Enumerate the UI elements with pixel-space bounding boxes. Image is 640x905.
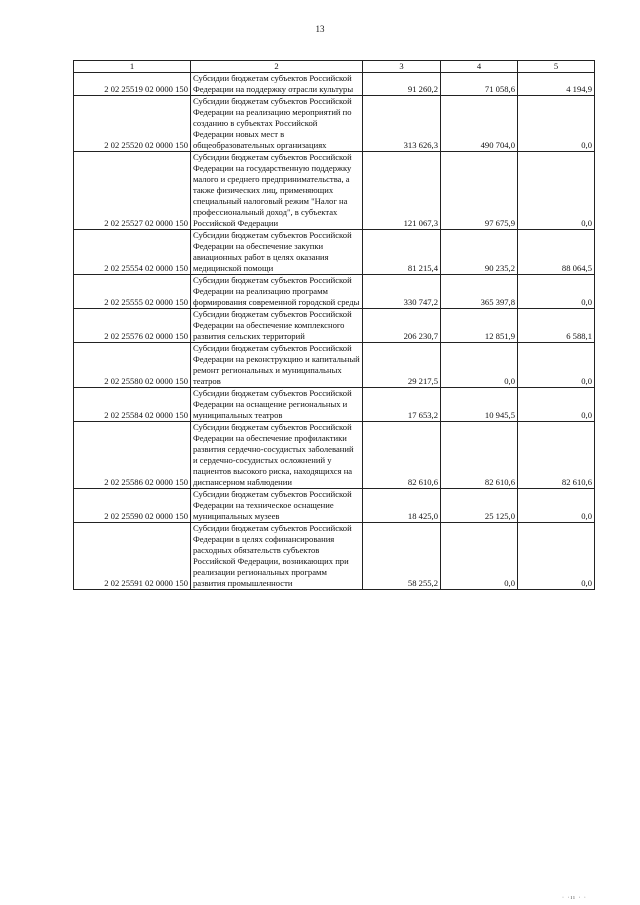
value-col4-cell: 82 610,6: [441, 422, 518, 489]
column-header-2: 2: [191, 61, 363, 73]
table-row: [74, 230, 595, 275]
value-col5-cell: 6 588,1: [518, 309, 595, 343]
column-header-5: 5: [518, 61, 595, 73]
code-cell: 2 02 25554 02 0000 150: [74, 230, 191, 275]
table-row: [74, 73, 595, 96]
code-cell: 2 02 25584 02 0000 150: [74, 388, 191, 422]
code-cell: 2 02 25586 02 0000 150: [74, 422, 191, 489]
value-col5-cell: 0,0: [518, 489, 595, 523]
value-col5-cell: 0,0: [518, 152, 595, 230]
value-col3-cell: 17 653,2: [363, 388, 441, 422]
value-col3-cell: 82 610,6: [363, 422, 441, 489]
value-col4-cell: 12 851,9: [441, 309, 518, 343]
description-cell: Субсидии бюджетам субъектов Российской Федерации на реализацию программ формирования современной городской среды: [191, 275, 363, 309]
table-row: [74, 489, 595, 523]
description-cell: Субсидии бюджетам субъектов Российской Федерации на государственную поддержку малого и среднего предпринимательства, а также физических лиц, применяющих специальный налоговый режим "Налог на профессиональный доход", в субъектах Российской Федерации: [191, 152, 363, 230]
value-col3-cell: 29 217,5: [363, 343, 441, 388]
page-number: 13: [315, 24, 325, 34]
value-col5-cell: 0,0: [518, 343, 595, 388]
table-header-row: [74, 61, 595, 73]
value-col5-cell: 0,0: [518, 388, 595, 422]
table-row: [74, 96, 595, 152]
table-body: [74, 73, 595, 590]
table-row: [74, 388, 595, 422]
value-col4-cell: 10 945,5: [441, 388, 518, 422]
value-col4-cell: 490 704,0: [441, 96, 518, 152]
table-row: [74, 309, 595, 343]
value-col5-cell: 0,0: [518, 96, 595, 152]
value-col3-cell: 313 626,3: [363, 96, 441, 152]
value-col5-cell: 4 194,9: [518, 73, 595, 96]
value-col4-cell: 90 235,2: [441, 230, 518, 275]
table-row: [74, 523, 595, 590]
description-cell: Субсидии бюджетам субъектов Российской Федерации на обеспечение профилактики развития сердечно-сосудистых заболеваний и сердечно-сосудистых осложнений у пациентов высокого риска, находящихся на диспансерном наблюдении: [191, 422, 363, 489]
value-col4-cell: 71 058,6: [441, 73, 518, 96]
value-col4-cell: 0,0: [441, 523, 518, 590]
value-col4-cell: 365 397,8: [441, 275, 518, 309]
code-cell: 2 02 25527 02 0000 150: [74, 152, 191, 230]
value-col3-cell: 81 215,4: [363, 230, 441, 275]
description-cell: Субсидии бюджетам субъектов Российской Федерации на обеспечение комплексного развития сельских территорий: [191, 309, 363, 343]
value-col4-cell: 25 125,0: [441, 489, 518, 523]
value-col5-cell: 82 610,6: [518, 422, 595, 489]
code-cell: 2 02 25591 02 0000 150: [74, 523, 191, 590]
code-cell: 2 02 25590 02 0000 150: [74, 489, 191, 523]
value-col4-cell: 0,0: [441, 343, 518, 388]
code-cell: 2 02 25580 02 0000 150: [74, 343, 191, 388]
value-col3-cell: 330 747,2: [363, 275, 441, 309]
description-cell: Субсидии бюджетам субъектов Российской Федерации на реализацию мероприятий по созданию в субъектах Российской Федерации новых мест в общеобразовательных организациях: [191, 96, 363, 152]
description-cell: Субсидии бюджетам субъектов Российской Федерации на оснащение региональных и муниципальных театров: [191, 388, 363, 422]
scan-mark: · ·ıı · ·: [562, 895, 587, 901]
description-cell: Субсидии бюджетам субъектов Российской Федерации на техническое оснащение муниципальных музеев: [191, 489, 363, 523]
description-cell: Субсидии бюджетам субъектов Российской Федерации на обеспечение закупки авиационных работ в целях оказания медицинской помощи: [191, 230, 363, 275]
budget-table: [73, 60, 595, 590]
table-row: [74, 422, 595, 489]
code-cell: 2 02 25576 02 0000 150: [74, 309, 191, 343]
value-col3-cell: 58 255,2: [363, 523, 441, 590]
column-header-1: 1: [74, 61, 191, 73]
table-row: [74, 275, 595, 309]
code-cell: 2 02 25520 02 0000 150: [74, 96, 191, 152]
column-header-4: 4: [441, 61, 518, 73]
description-cell: Субсидии бюджетам субъектов Российской Федерации в целях софинансирования расходных обязательств субъектов Российской Федерации, возникающих при реализации региональных программ развития промышленности: [191, 523, 363, 590]
value-col4-cell: 97 675,9: [441, 152, 518, 230]
value-col3-cell: 18 425,0: [363, 489, 441, 523]
column-header-3: 3: [363, 61, 441, 73]
value-col5-cell: 0,0: [518, 523, 595, 590]
value-col3-cell: 91 260,2: [363, 73, 441, 96]
description-cell: Субсидии бюджетам субъектов Российской Федерации на реконструкцию и капитальный ремонт региональных и муниципальных театров: [191, 343, 363, 388]
value-col3-cell: 121 067,3: [363, 152, 441, 230]
code-cell: 2 02 25519 02 0000 150: [74, 73, 191, 96]
value-col3-cell: 206 230,7: [363, 309, 441, 343]
description-cell: Субсидии бюджетам субъектов Российской Федерации на поддержку отрасли культуры: [191, 73, 363, 96]
value-col5-cell: 0,0: [518, 275, 595, 309]
code-cell: 2 02 25555 02 0000 150: [74, 275, 191, 309]
value-col5-cell: 88 064,5: [518, 230, 595, 275]
table-row: [74, 343, 595, 388]
table-row: [74, 152, 595, 230]
